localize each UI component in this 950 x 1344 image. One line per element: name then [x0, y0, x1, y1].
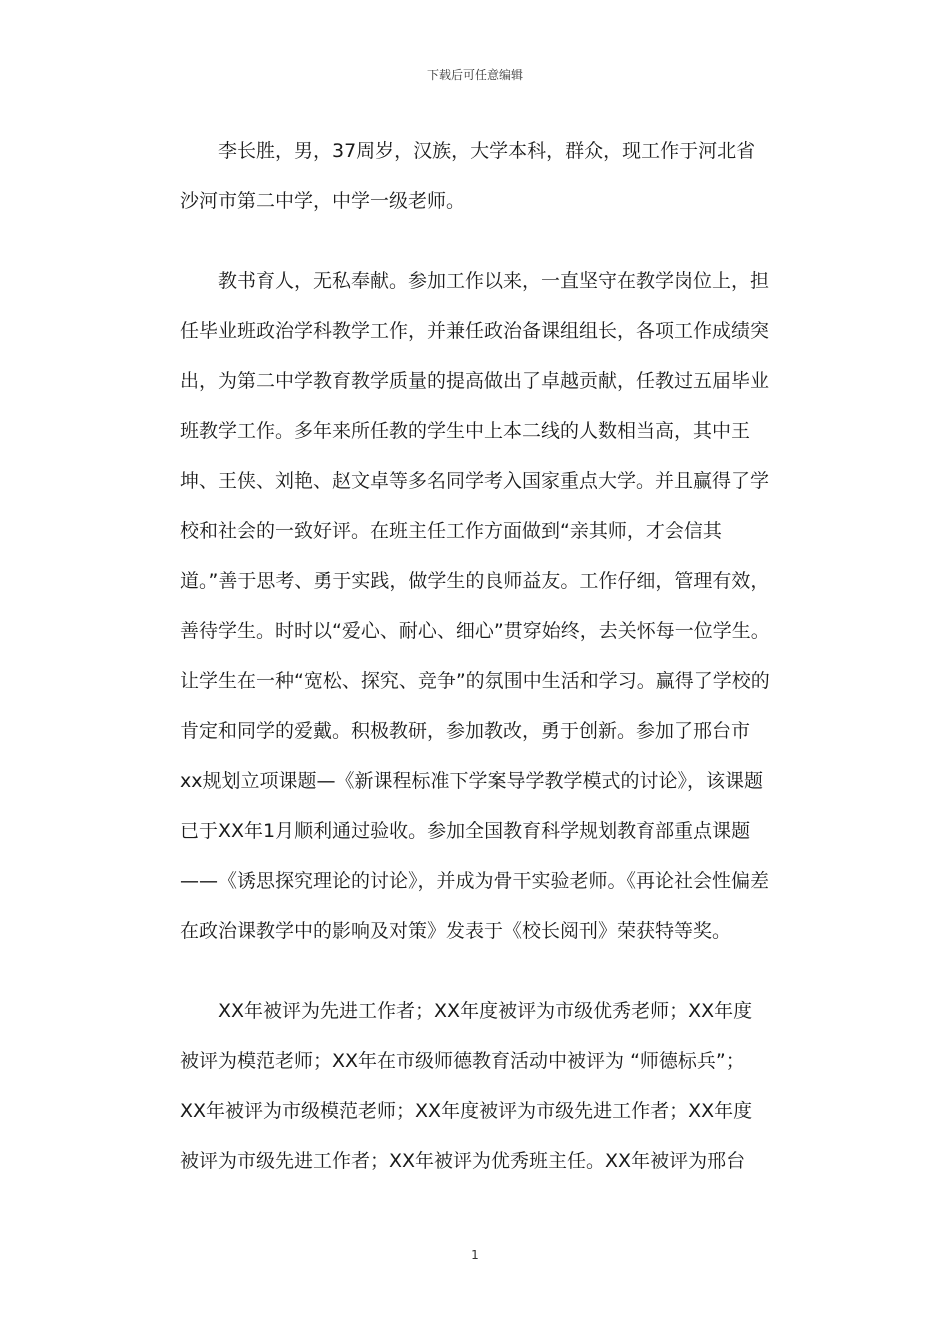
- document-body: [180, 126, 770, 1186]
- paragraph-honors: XX年被评为先进工作者；XX年度被评为市级优秀老师；XX年度被评为模范老师；XX年在市级师德教育活动中被评为 “师德标兵”；XX年被评为市级模范老师；XX年度被评为市级先进工作者；XX年度被评为市级先进工作者；XX年被评为优秀班主任。XX年被评为邢台: [180, 1000, 753, 1172]
- paragraph-personal-info: 李长胜，男，37周岁，汉族，大学本科，群众，现工作于河北省沙河市第二中学，中学一级老师。: [180, 140, 756, 212]
- paragraph-gap: [180, 226, 770, 256]
- page-number: 1: [471, 1248, 479, 1262]
- paragraph-work-achievements: 教书育人，无私奉献。参加工作以来，一直坚守在教学岗位上，担任毕业班政治学科教学工作，并兼任政治备课组组长，各项工作成绩突出，为第二中学教育教学质量的提高做出了卓越贡献，任教过五届毕业班教学工作。多年来所任教的学生中上本二线的人数相当高，其中王坤、王侠、刘艳、赵文卓等多名同学考入国家重点大学。并且赢得了学校和社会的一致好评。在班主任工作方面做到“亲其师，才会信其道。”善于思考、勇于实践，做学生的良师益友。工作仔细，管理有效，善待学生。时时以“爱心、耐心、细心”贯穿始终，去关怀每一位学生。让学生在一种“宽松、探究、竞争”的氛围中生活和学习。赢得了学校的肯定和同学的爱戴。积极教研，参加教改，勇于创新。参加了邢台市xx规划立项课题—《新课程标准下学案导学教学模式的讨论》，该课题已于XX年1月顺利通过验收。参加全国教育科学规划教育部重点课题——《诱思探究理论的讨论》，并成为骨干实验老师。《再论社会性偏差在政治课教学中的影响及对策》发表于《校长阅刊》荣获特等奖。: [180, 270, 770, 942]
- header-note: 下载后可任意编辑: [426, 68, 523, 82]
- paragraph-gap: [180, 956, 770, 986]
